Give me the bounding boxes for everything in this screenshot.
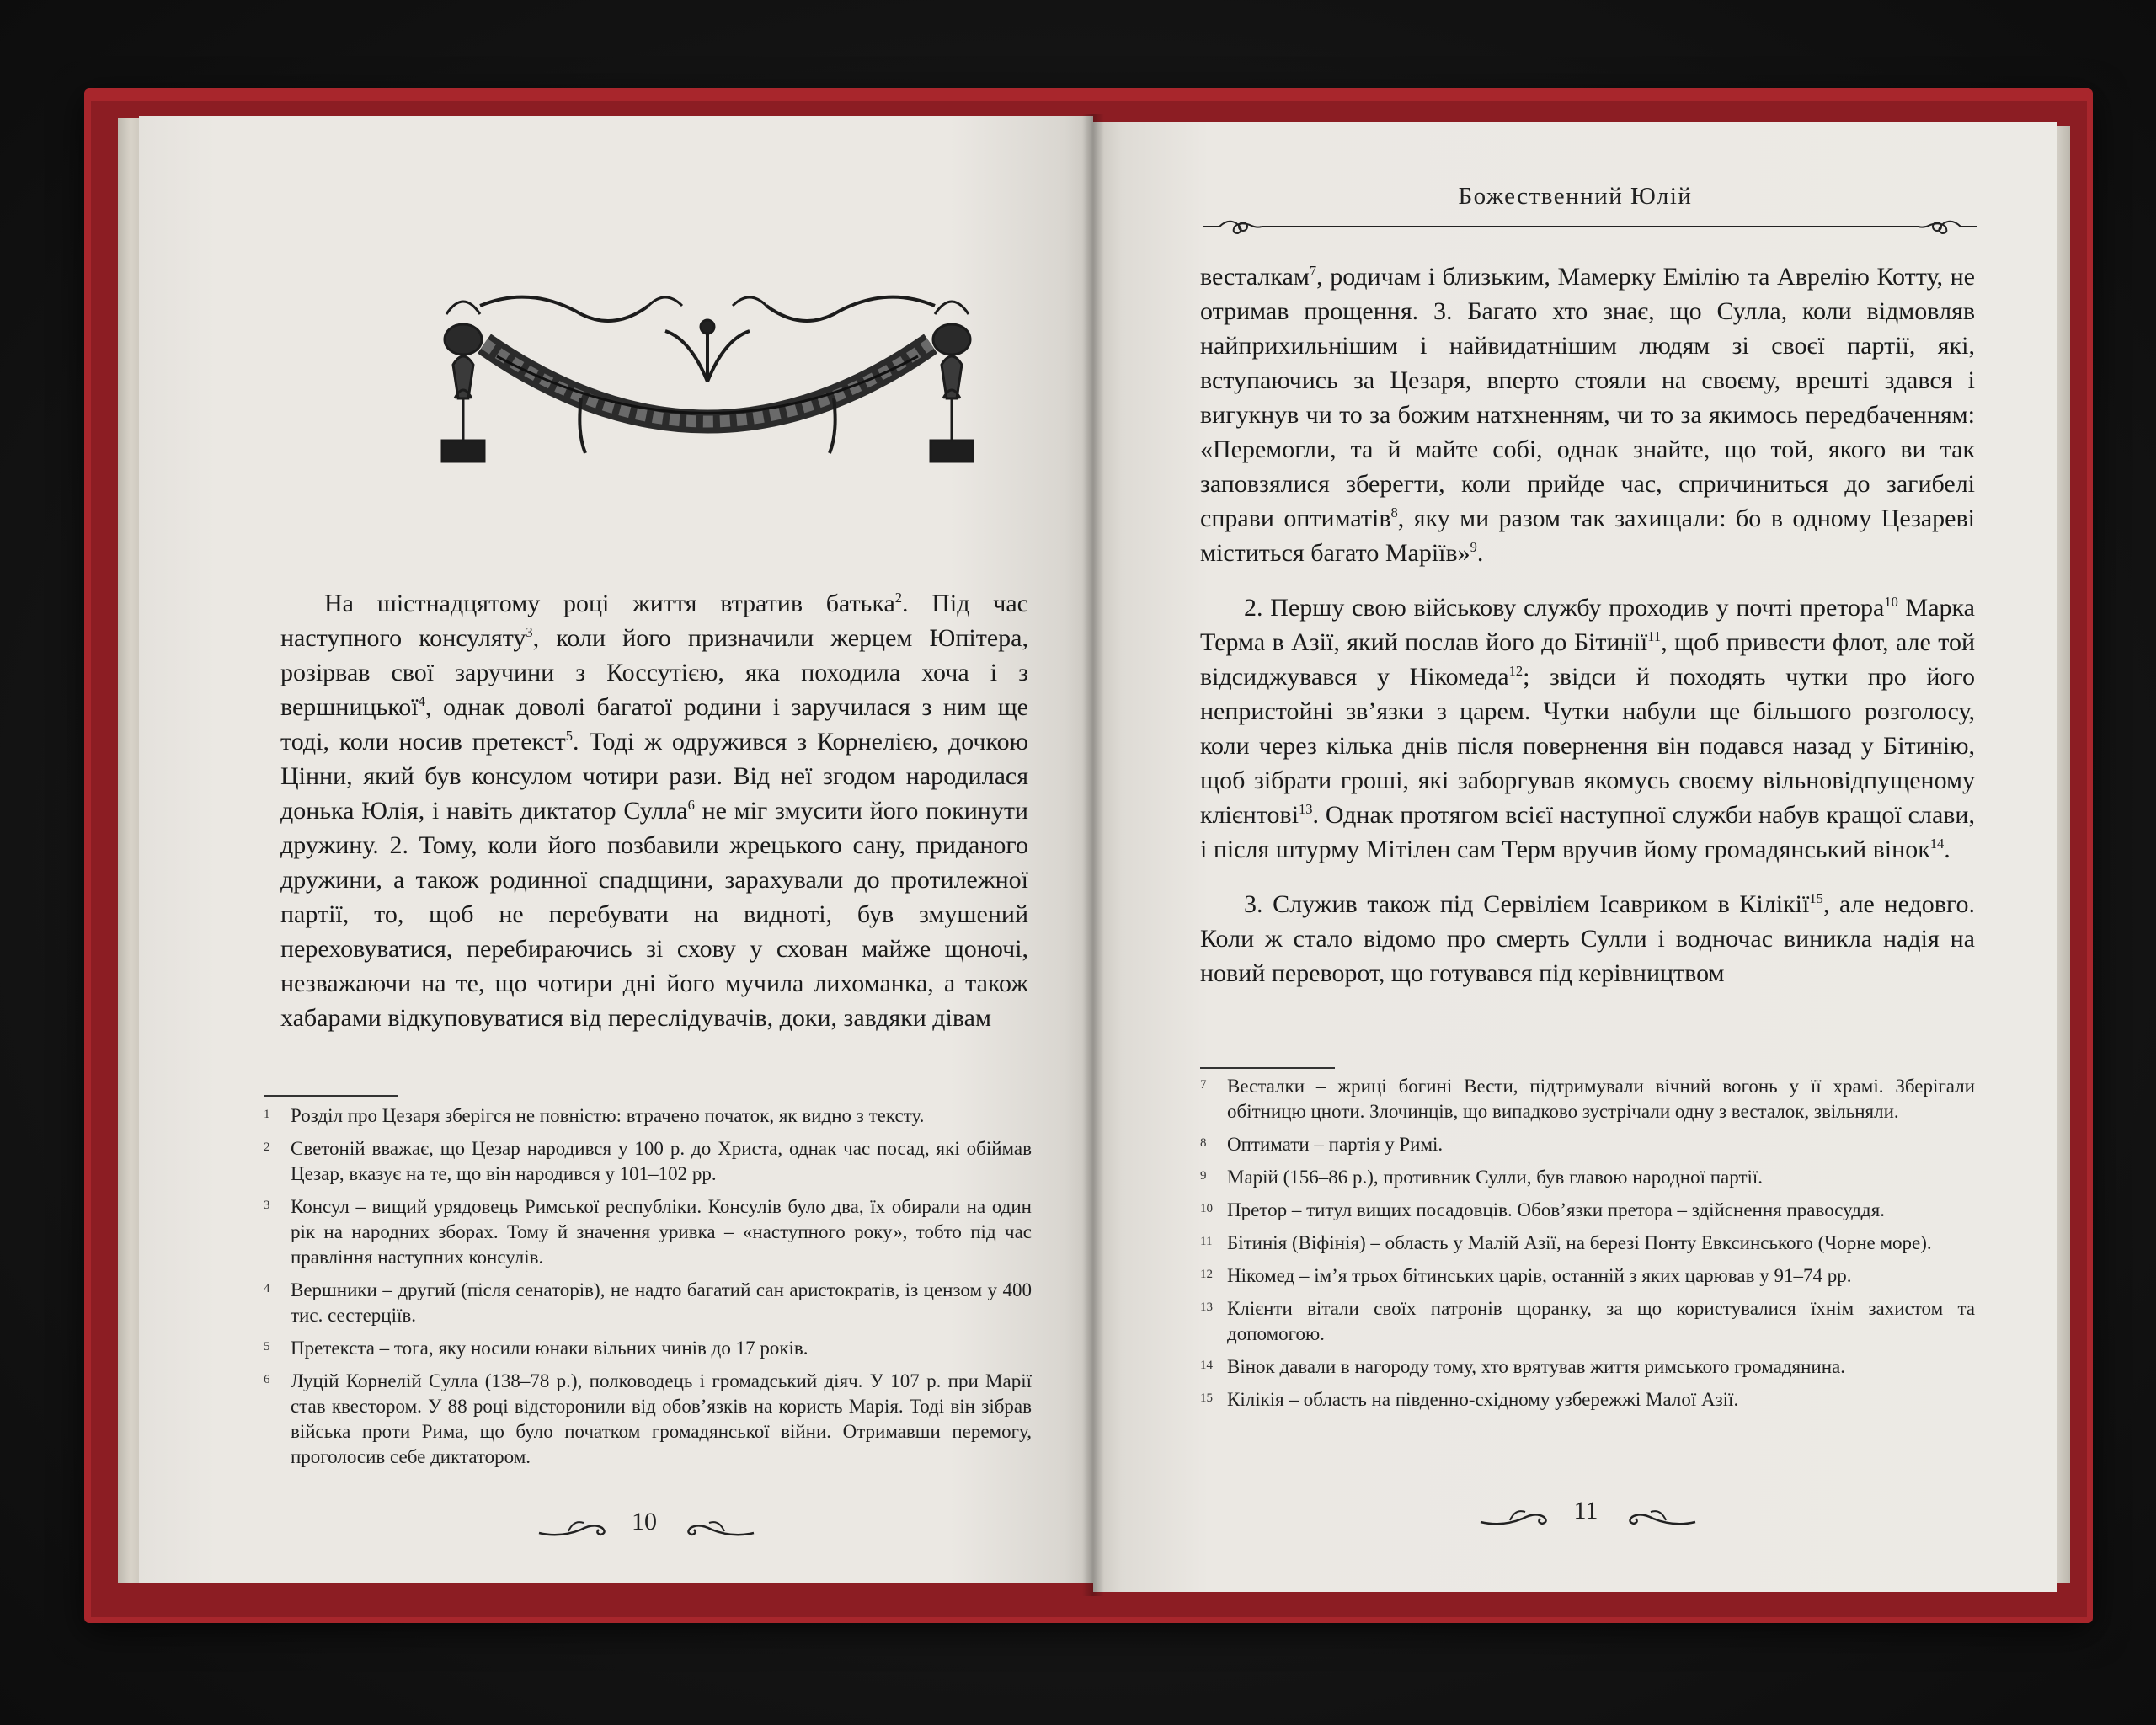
left-page — [139, 116, 1093, 1583]
scroll-flourish-icon — [682, 1514, 758, 1540]
footnote: 2 Светоній вважає, що Цезар народився у 100 р. до Христа, однак час посад, які обіймав Цезар, вказує на те, що він народився у 101–102 рр. — [264, 1138, 1032, 1184]
footnote-marker: 13 — [1299, 801, 1313, 817]
left-footnote-rule — [264, 1095, 398, 1097]
right-footnote-rule — [1200, 1067, 1335, 1069]
left-footnotes — [264, 1103, 1032, 1477]
right-paragraph-3: 3. Служив також під Сервілієм Ісавриком в Кілікії$^{15}$, але недовго. Коли ж стало відомо про смерть Сулли і водночас виникла надія на новий переворот, що готувався під керівництвом — [1200, 890, 1976, 987]
scroll-flourish-icon — [1476, 1503, 1552, 1529]
footnote-marker: 2 — [894, 590, 903, 606]
footnote: 12 Нікомед – ім’я трьох бітинських царів, останній з яких царював у 91–74 рр. — [1200, 1265, 1852, 1286]
page-number-left: 10 — [632, 1508, 657, 1535]
footnote-marker: 3 — [526, 624, 533, 640]
footnote-marker: 12 — [1508, 663, 1524, 679]
footnote-marker: 8 — [1390, 505, 1398, 521]
garland-ornament-icon — [413, 280, 1002, 466]
footnote-marker: 6 — [687, 797, 695, 813]
footnote: 5 Претекста – тога, яку носили юнаки вільних чинів до 17 років. — [264, 1338, 808, 1359]
footnote-marker: 11 — [1647, 628, 1662, 644]
book-gutter — [1082, 114, 1104, 1596]
footnote-marker: 7 — [1309, 263, 1317, 279]
footnote: 11 Бітинія (Віфінія) – область у Малій Азії, на березі Понту Евксинського (Чорне море). — [1200, 1232, 1932, 1253]
running-head: Божественний Юлій — [1458, 183, 1693, 210]
footnote: 6 Луцій Корнелій Сулла (138–78 р.), полководець і громадський діяч. У 107 р. при Марії став квестором. У 88 році відсторонили від обов’язків на користь Марія. Тоді він зібрав війська проти Рима, що було початком громадянської війни. Отримавши перемогу, проголосив себе диктатором. — [264, 1370, 1032, 1467]
right-body-text — [1200, 259, 1975, 991]
footnote: 1 Розділ про Цезаря зберігся не повністю: втрачено початок, як видно з тексту. — [264, 1105, 925, 1126]
footnote: 14 Вінок давали в нагороду тому, хто врятував життя римського громадянина. — [1200, 1356, 1845, 1377]
scroll-flourish-icon — [1203, 215, 1977, 240]
footnote: 9 Марій (156–86 р.), противник Сулли, був главою народної партії. — [1200, 1167, 1764, 1188]
scroll-flourish-icon — [535, 1514, 611, 1540]
footnote: 10 Претор – титул вищих посадовців. Обов’язки претора – здійснення правосуддя. — [1200, 1199, 1885, 1220]
right-footnotes — [1200, 1074, 1975, 1420]
footnote: 13 Клієнти вітали своїх патронів щоранку, за що користувалися їхнім захистом та допомогою. — [1200, 1298, 1975, 1344]
footnote: 4 Вершники – другий (після сенаторів), не надто багатий сан аристократів, із цензом у 400 тис. сестерціїв. — [264, 1279, 1032, 1326]
footnote-marker: 10 — [1884, 594, 1898, 610]
right-page — [1093, 122, 2057, 1592]
left-paragraph-1: На шістнадцятому році життя втратив батька$^2$. Під час наступного консуляту$^3$, коли його призначили жерцем Юпітера, розірвав свої заручини з Коссутією, яка походила хоча і з вершницької$^4$, однак доволі багатої родини і заручилася з ним ще тоді, коли носив претекст$^5$. Тоді ж одружився з Корнелією, дочкою Цінни, який був консулом чотири рази. Від неї згодом народилася донька Юлія, і навіть диктатор Сулла$^6$ не міг змусити його покинути дружину. 2. Тому, коли його позбавили жрецького сану, приданого дружини, а також родинної спадщини, зарахували до протилежної партії, то, щоб не перебувати на видноті, був змушений переховуватися, перебираючись зі схову у схован майже щоночі, незважаючи на те, що чотири дні його мучила лихоманка, а також хабарами відкуповуватися від переслідувачів, доки, завдяки дівам — [280, 590, 1028, 1032]
right-paragraph-1: весталкам$^7$, родичам і близьким, Мамерку Емілію та Аврелію Котту, не отримав прощення. 3. Багато хто знає, що Сулла, коли відмовляв найприхильнішим і найвидатнішим людям зі своєї партії, які, вступаючись за Цезаря, вперто стояли на своєму, врешті здався і вигукнув чи то за божим натхненням, чи то за якимось передбаченням: «Перемогли, та й майте собі, однак знайте, що той, якого ви так заповзялися зберегти, коли прийде час, спричиниться до загибелі справи оптиматів$^8$, яку ми разом так захищали: бо в одному Цезареві міститься багато Маріїв»$^9$. — [1200, 263, 1975, 567]
footnote-marker: 4 — [418, 693, 425, 709]
footnote: 3 Консул – вищий урядовець Римської республіки. Консулів було два, їх обирали на один рік на народних зборах. Тому й значення уривка – «наступного року», тобто під час правління наступних консулів. — [264, 1196, 1032, 1268]
footnote-marker: 5 — [565, 728, 574, 744]
page-number-right: 11 — [1573, 1497, 1598, 1525]
footnote: 8 Оптимати – партія у Римі. — [1200, 1134, 1444, 1155]
footnote: 15 Кілікія – область на південно-східному узбережжі Малої Азії. — [1200, 1389, 1739, 1410]
footnote: 7 Весталки – жриці богині Вести, підтримували вічний вогонь у її храмі. Зберігали обітницю цноти. Злочинців, що випадково зустрічали одну з весталок, звільняли. — [1200, 1076, 1975, 1122]
scroll-flourish-icon — [1624, 1503, 1700, 1529]
footnote-marker: 14 — [1929, 836, 1945, 852]
right-paragraph-2: 2. Першу свою військову службу проходив у почті претора$^{10}$ Марка Терма в Азії, який послав його до Бітинії$^{11}$, щоб привести флот, але той відсиджувався у Нікомеда$^{12}$; звідси й походять чутки про його непристойні зв’язки з царем. Чутки набули ще більшого розголосу, коли через кілька днів після повернення він подався назад у Бітинію, щоб зібрати гроші, які заборгував якомусь своєму вільновідпущеному клієнтові$^{13}$. Однак протягом всієї наступної служби набув кращої слави, і після штурму Мітілен сам Терм вручив йому громадянський вінок$^{14}$. — [1200, 594, 1976, 863]
left-body-text — [280, 586, 1028, 1035]
footnote-marker: 15 — [1809, 890, 1823, 906]
footnote-marker: 9 — [1470, 539, 1477, 555]
